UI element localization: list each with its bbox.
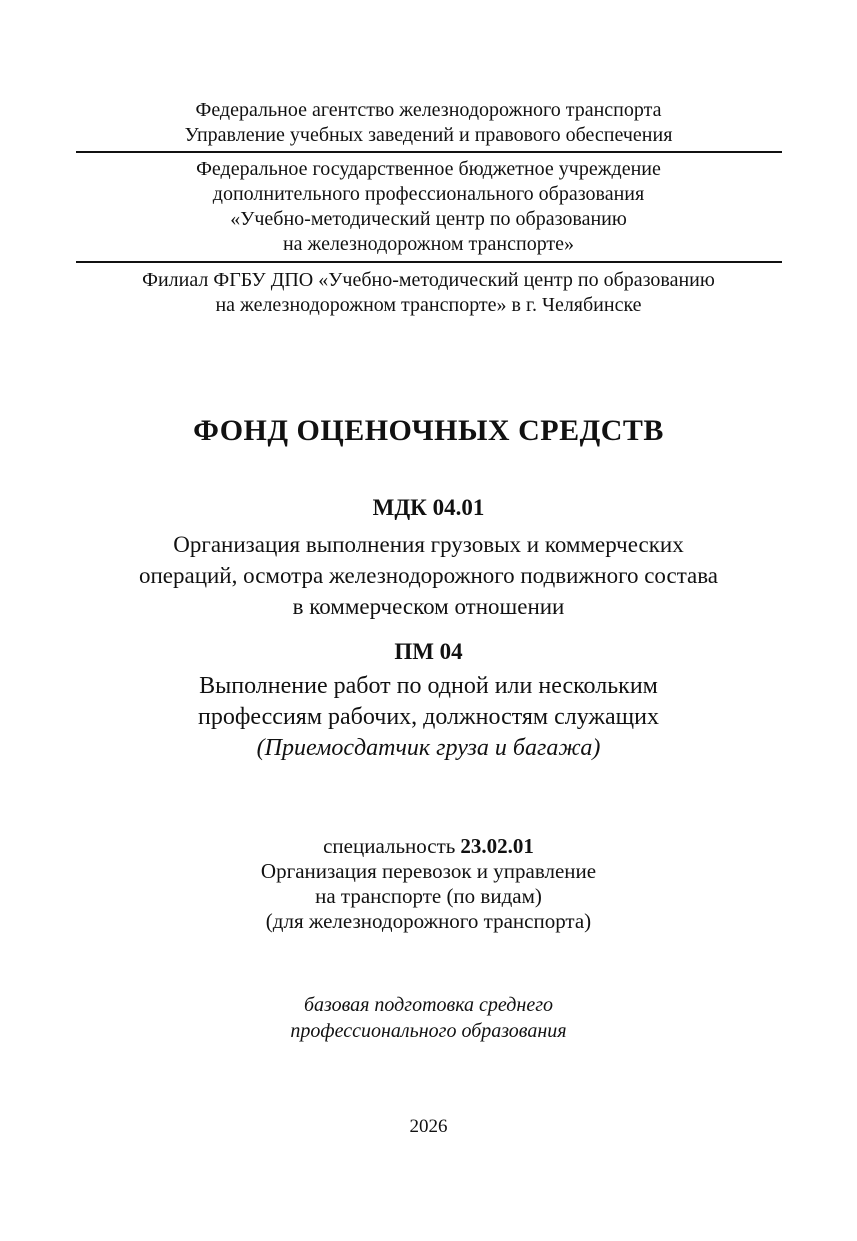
- institution-line-2: дополнительного профессионального образования: [212, 183, 645, 205]
- branch-line-2: на железнодорожном транспорте» в г. Челябинске: [215, 294, 642, 316]
- pm-title-line-1: Выполнение работ по одной или нескольким: [199, 673, 658, 699]
- training-block: [0, 992, 857, 1044]
- mdk-title-line-2: операций, осмотра железнодорожного подвижного состава: [138, 563, 719, 588]
- organization-header: [76, 98, 782, 318]
- specialty-line-2: Организация перевозок и управление: [260, 859, 597, 883]
- specialty-block: [0, 834, 857, 934]
- pm-code: ПМ 04: [394, 639, 463, 664]
- institution-block: [76, 153, 782, 263]
- pm-title: [0, 671, 857, 764]
- agency-line-2: Управление учебных заведений и правового обеспечения: [184, 124, 673, 146]
- institution-line-3: «Учебно-методический центр по образованию: [230, 208, 627, 230]
- specialty-line-4: (для железнодорожного транспорта): [265, 909, 592, 933]
- publication-year: 2026: [409, 1116, 448, 1137]
- pm-title-line-2: профессиям рабочих, должностям служащих: [198, 704, 659, 730]
- mdk-title: [0, 529, 857, 622]
- document-title: ФОНД ОЦЕНОЧНЫХ СРЕДСТВ: [193, 414, 664, 447]
- mdk-title-line-1: Организация выполнения грузовых и коммерческих: [173, 532, 684, 557]
- specialty-code: 23.02.01: [460, 834, 534, 858]
- mdk-title-line-3: в коммерческом отношении: [292, 594, 565, 619]
- training-line-1: базовая подготовка среднего: [303, 994, 554, 1016]
- agency-line-1: Федеральное агентство железнодорожного транспорта: [195, 99, 662, 121]
- branch-line-1: Филиал ФГБУ ДПО «Учебно-методический центр по образованию: [142, 269, 715, 291]
- specialty-line-1: [0, 834, 857, 859]
- training-line-2: профессионального образования: [290, 1020, 567, 1042]
- mdk-code: МДК 04.01: [372, 495, 485, 520]
- institution-line-4: на железнодорожном транспорте»: [282, 233, 575, 255]
- specialty-line-3: на транспорте (по видам): [315, 884, 542, 908]
- pm-title-line-3: (Приемосдатчик груза и багажа): [256, 735, 601, 761]
- agency-block: [76, 98, 782, 153]
- specialty-label: специальность: [323, 834, 456, 858]
- branch-block: [76, 263, 782, 318]
- institution-line-1: Федеральное государственное бюджетное учреждение: [196, 158, 661, 180]
